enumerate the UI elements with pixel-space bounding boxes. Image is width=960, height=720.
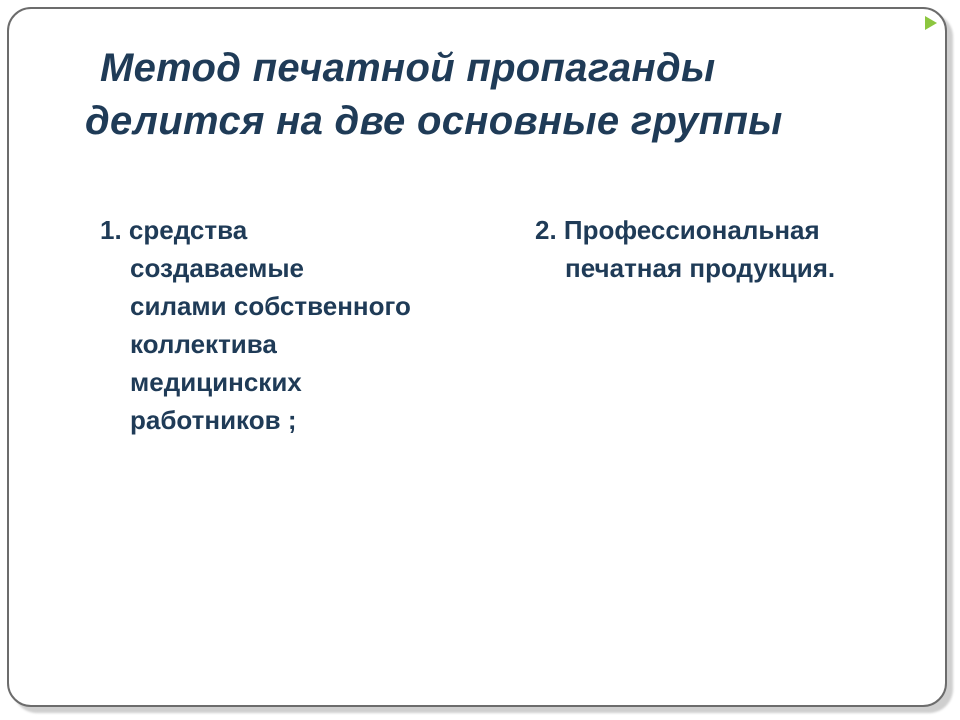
slide-corner-triangle-icon bbox=[925, 16, 937, 30]
group-two bbox=[535, 211, 915, 287]
group-two-text: 2. Профессиональная печатная продукция. bbox=[535, 215, 836, 283]
slide-title-line-2: делится на две основные группы bbox=[85, 99, 783, 143]
group-one-text: 1. средства создаваемые силами собственного коллектива медицинских работников ; bbox=[100, 215, 411, 435]
slide-title bbox=[58, 42, 918, 148]
group-one bbox=[100, 211, 495, 439]
slide-title-line-1: Метод печатной пропаганды bbox=[100, 46, 716, 90]
